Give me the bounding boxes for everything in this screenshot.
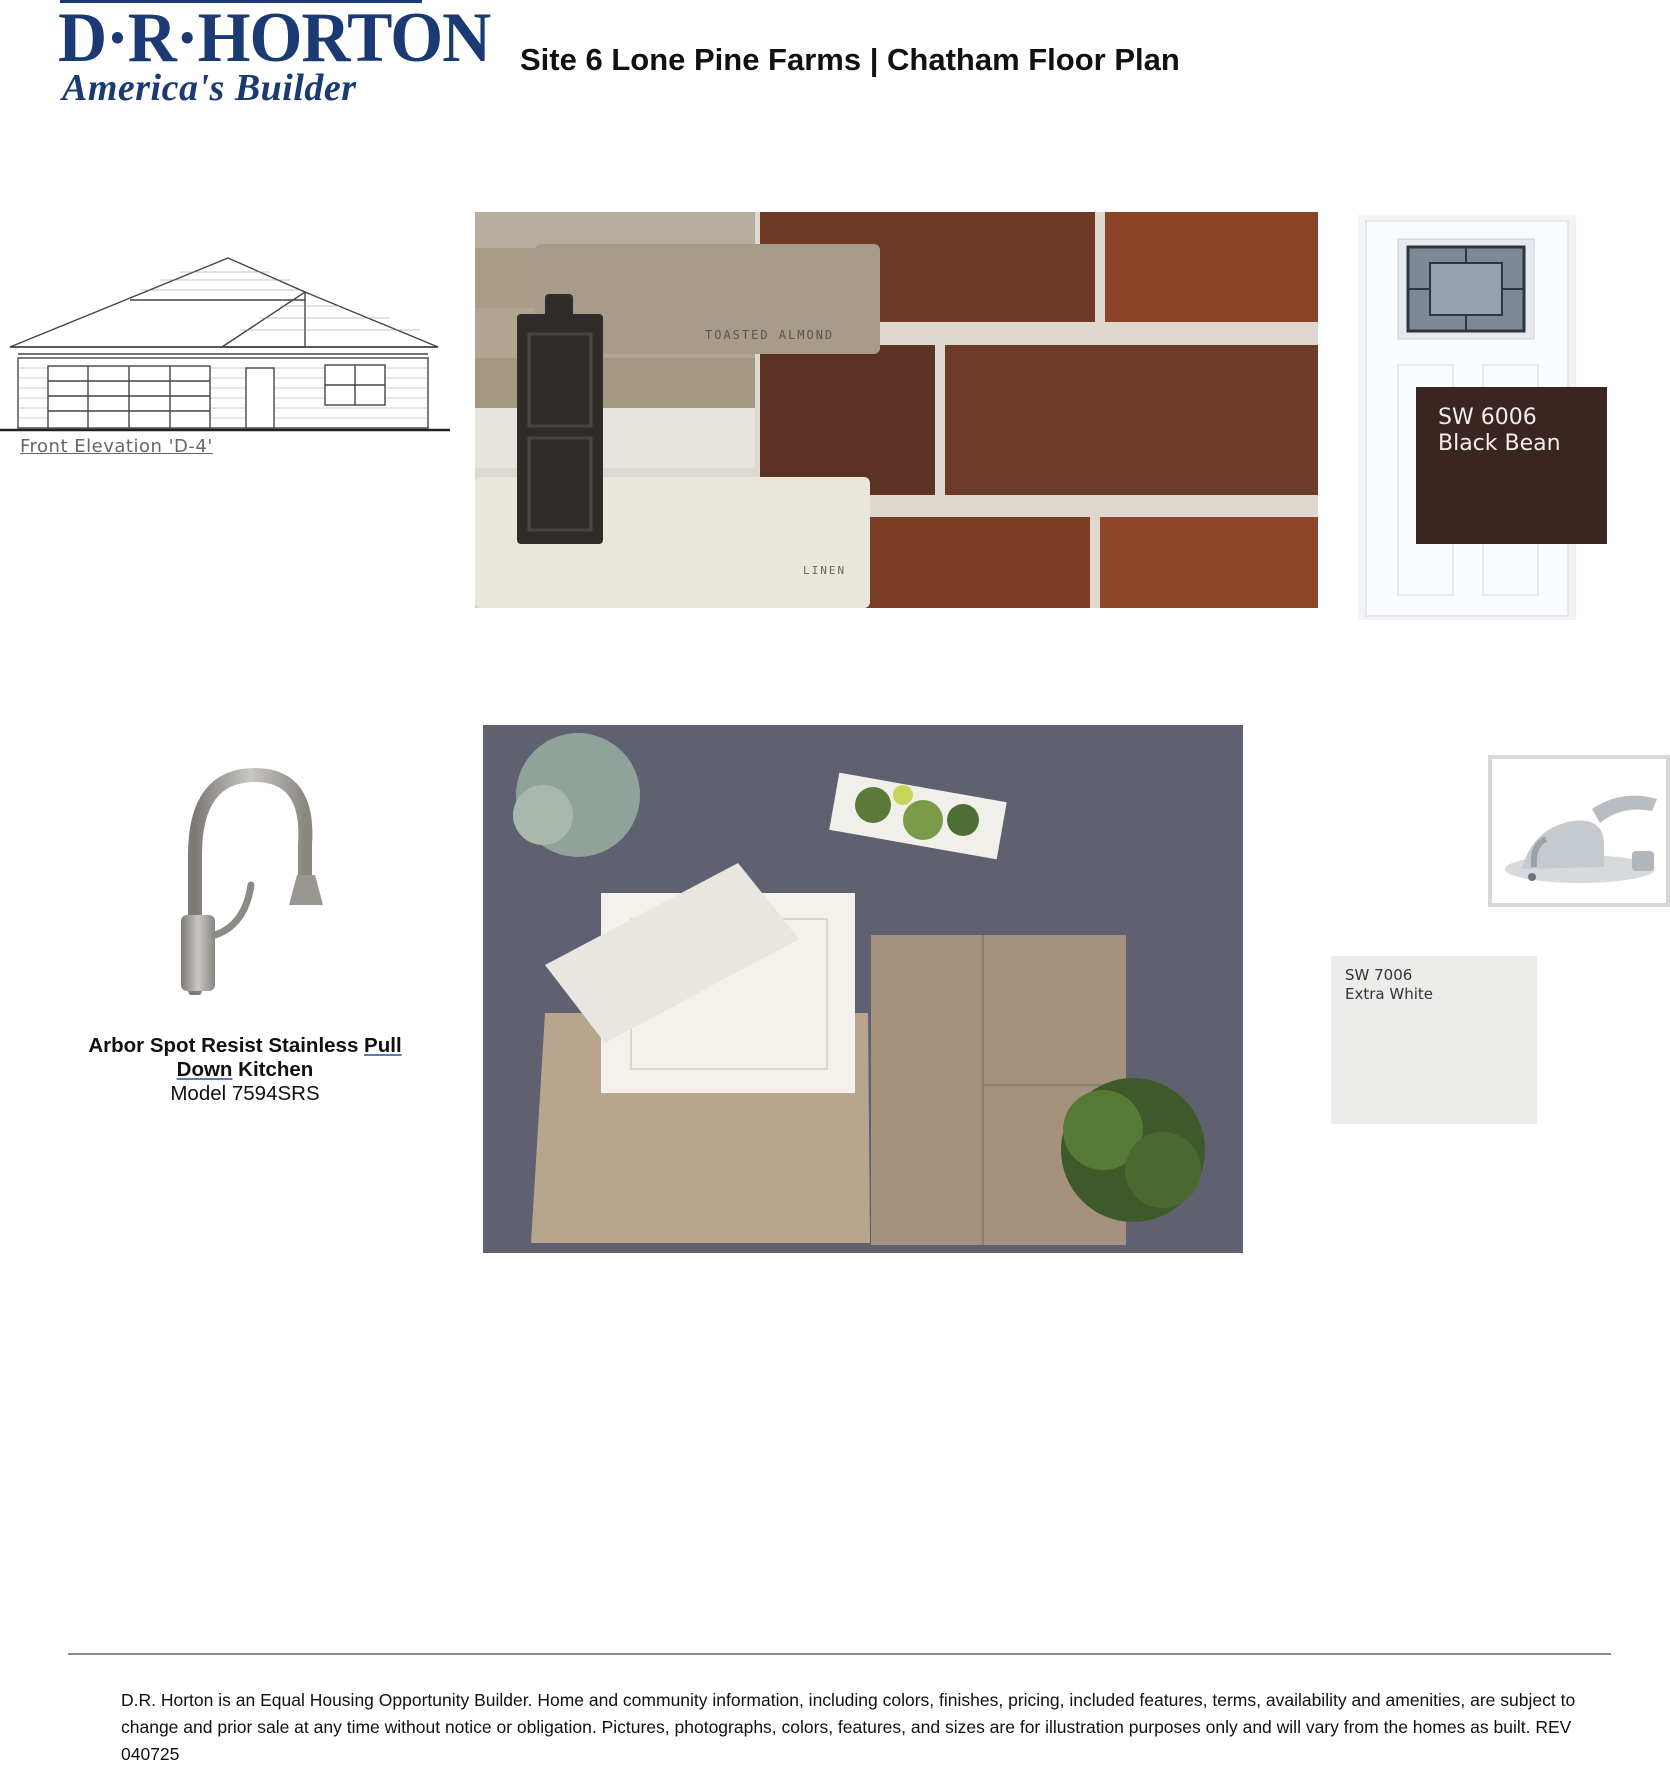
paint-swatch-black-bean — [1416, 387, 1607, 544]
faucet-name-part: Arbor Spot Resist Stainless — [88, 1034, 365, 1057]
page-title: Site 6 Lone Pine Farms | Chatham Floor Plan — [520, 42, 1180, 77]
bathroom-faucet-image — [1488, 755, 1670, 907]
dr-horton-logo — [58, 0, 491, 110]
kitchen-faucet-caption — [60, 1034, 430, 1106]
front-elevation-drawing — [0, 250, 450, 465]
swatch-code: SW 6006 — [1438, 405, 1537, 430]
elevation-caption: Front Elevation 'D-4' — [20, 436, 213, 457]
kitchen-faucet-image — [175, 765, 335, 995]
interior-finishes-photo — [483, 725, 1243, 1253]
faucet-name-part: Kitchen — [232, 1058, 314, 1081]
swatch-name: Extra White — [1345, 985, 1433, 1003]
swatch-name: Black Bean — [1438, 431, 1561, 456]
exterior-siding-brick-photo — [475, 212, 1318, 608]
paint-swatch-extra-white — [1331, 956, 1537, 1124]
faucet-model: Model 7594SRS — [170, 1082, 320, 1105]
faucet-name-part: Down — [176, 1058, 233, 1081]
swatch-code: SW 7006 — [1345, 966, 1413, 984]
siding-label-linen: LINEN — [803, 564, 847, 577]
siding-label-toasted-almond: TOASTED ALMOND — [705, 328, 835, 342]
faucet-name-part: Pull — [364, 1034, 402, 1057]
logo-tagline: America's Builder — [62, 67, 357, 109]
logo-brand: D·R·HORTON — [58, 0, 491, 77]
footer-disclaimer: D.R. Horton is an Equal Housing Opportunity Builder. Home and community information, including colors, finishes, pricing, included features, terms, availability and amenities, are subject to change and prior sale at any time without notice or obligation. Pictures, photographs, colors, features, and sizes are for illustration purposes only and will vary from the homes as built. REV 040725 — [121, 1690, 1576, 1764]
footer-divider — [68, 1653, 1611, 1655]
